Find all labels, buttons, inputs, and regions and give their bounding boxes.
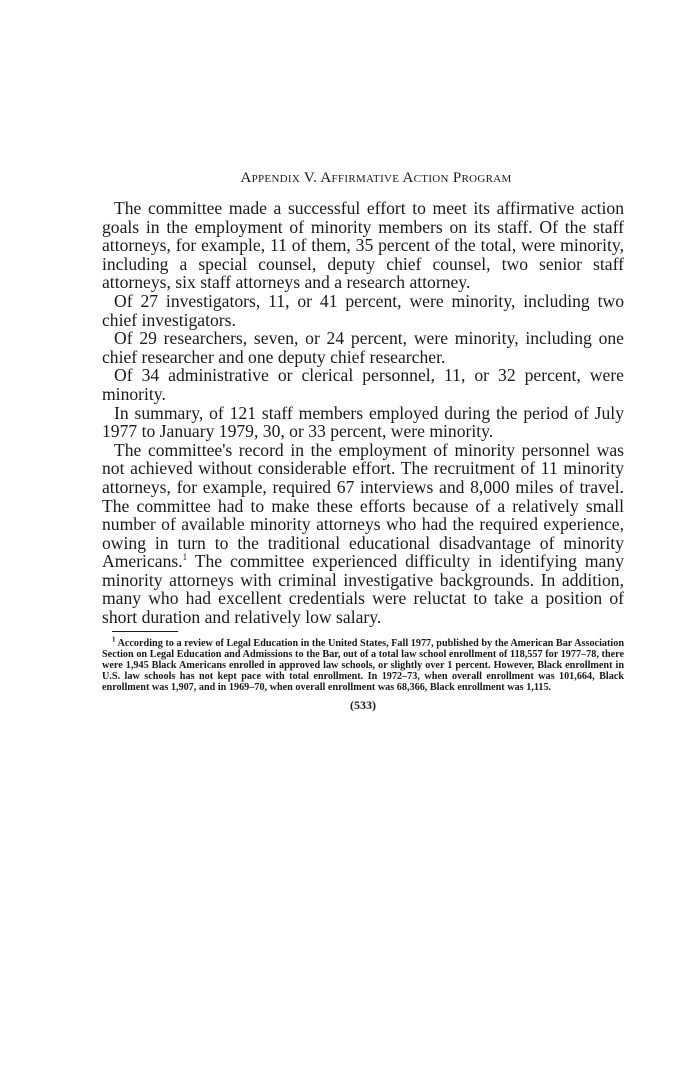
- footnote-text: According to a review of Legal Education in the United States, Fall 1977, published by the American Bar Association Section on Legal Education and Admissions to the Bar, out of a total law school enrollment of 118,557 for 1977–78, there were 1,945 Black Americans enrolled in approved law schools, or slightly over 1 percent. However, Black enrollment in U.S. law schools has not kept pace with total enrollment. In 1972–73, when overall enrollment was 101,664, Black enrollment was 1,907, and in 1969–70, when overall enrollment was 68,366, Black enrollment was 1,115.: [102, 637, 624, 694]
- page-title: Appendix V. Affirmative Action Program: [240, 170, 512, 186]
- footnote-marker: 1: [112, 635, 116, 644]
- footnote: [102, 635, 624, 694]
- paragraph-record-text-start: The committee's record in the employment of minority personnel was not achieved without considerable effort. The recruitment of 11 minority attorneys, for example, required 67 interviews and 8,000 miles of travel. The committee had to make these efforts because of a relatively small number of available minority attorneys who had the required experience, owing in turn to the traditional educational disadvantage of minority Americans.: [102, 439, 624, 572]
- paragraph-investigators: Of 27 investigators, 11, or 41 percent, were minority, including two chief investigators.: [102, 290, 624, 330]
- paragraph-record: [102, 441, 624, 627]
- paragraph-summary: In summary, of 121 staff members employed during the period of July 1977 to January 1979, 30, or 33 percent, were minority.: [102, 402, 624, 442]
- paragraph-record-text-end: The committee experienced difficulty in identifying many minority attorneys with criminal investigative backgrounds. In addition, many who had excellent credentials were reluctat to take a position of short duration and relatively low salary.: [102, 551, 624, 628]
- footnote-divider: [112, 631, 178, 632]
- page-number: (533): [350, 697, 376, 712]
- footnote-reference: 1: [182, 552, 188, 563]
- paragraph-staff-attorneys: The committee made a successful effort to meet its affirmative action goals in the employment of minority members on its staff. Of the staff attorneys, for example, 11 of them, 35 percent of the total, were minority, including a special counsel, deputy chief counsel, two senior staff attorneys, six staff attorneys and a research attorney.: [102, 198, 624, 293]
- body-text: [102, 199, 624, 627]
- paragraph-clerical: Of 34 administrative or clerical personnel, 11, or 32 percent, were minority.: [102, 365, 624, 404]
- document-page: [102, 170, 624, 713]
- paragraph-researchers: Of 29 researchers, seven, or 24 percent, were minority, including one chief researcher and one deputy chief researcher.: [102, 328, 624, 367]
